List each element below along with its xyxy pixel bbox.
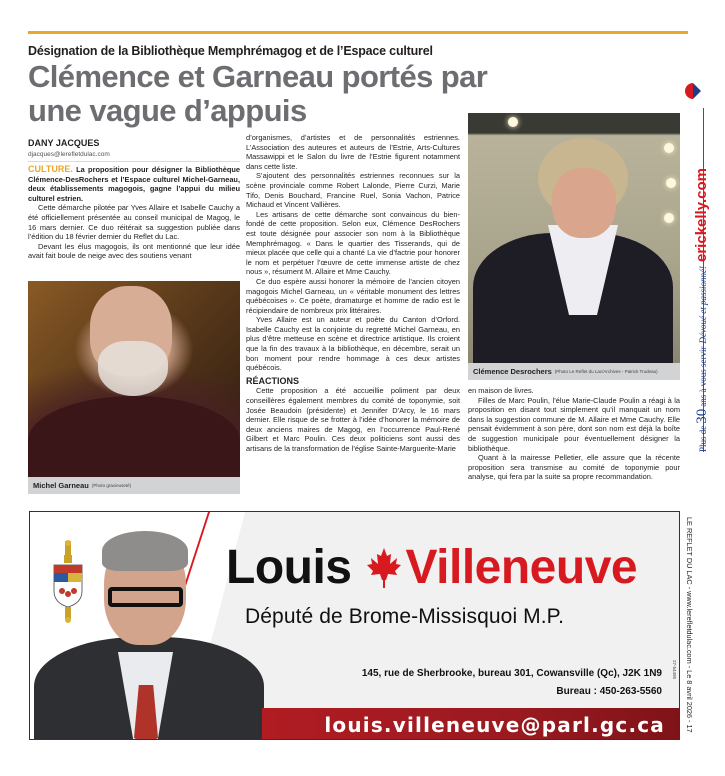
- caption-name: Clémence Desrochers: [473, 367, 552, 376]
- paragraph: Ce duo espère aussi honorer la mémoire de l’ancien citoyen magogois Michel Garneau, un « véritable monument des lettres québécoises ». Ce poète, dramaturge et homme de radio est le récipiendaire de nombreux prix littéraires.: [246, 276, 460, 315]
- photo-shape: [28, 396, 240, 477]
- top-rule: [28, 31, 688, 34]
- side-ad-slogan: Dévoué et passionné!: [698, 266, 708, 344]
- side-ad-site[interactable]: erickelly.com: [693, 168, 710, 262]
- advertisement-louis-villeneuve[interactable]: [29, 511, 680, 740]
- ad-email-bar: [262, 708, 680, 740]
- ad-reference-code: 27-54495: [672, 659, 677, 679]
- photo-shape: [666, 178, 676, 188]
- byline-divider: [28, 161, 240, 162]
- photo-clemence-desrochers: [468, 113, 680, 363]
- paragraph: en maison de livres.: [468, 386, 534, 395]
- side-ad-text: ans à vous servir: [698, 346, 708, 407]
- side-ad-text: Plus de: [698, 425, 708, 452]
- section-label: CULTURE.: [28, 164, 73, 174]
- author-name: DANY JACQUES: [28, 138, 100, 148]
- photo-shape: [664, 213, 674, 223]
- paragraph: Cette proposition a été accueillie poliment par deux conseillères également membres du comité de toponymie, soit Josée Beaudoin (présidente) et Jennifer D’Arcy, le 16 mars dernier. Elle risque de se frotter à l’idée d’honorer la mémoire de deux anciens maires de Magog, en l’occurrence Paul-René Gilbert et Marc Poulin. Ces deux politiciens sont aussi des artisans de la transformation de l’église Sainte-Marguerite-Marie: [246, 386, 460, 453]
- page-folio: LE REFLET DU LAC - www.lerefletdulac.com - Le 8 avril 2026 - 17: [685, 517, 694, 733]
- ad-phone[interactable]: Bureau : 450-263-5560: [556, 686, 662, 697]
- ad-first-name: Louis: [226, 541, 352, 594]
- article-kicker: Désignation de la Bibliothèque Memphrémagog et de l’Espace culturel: [28, 44, 433, 58]
- paragraph: Devant les élus magogois, ils ont mentionné que leur idée avait fait boule de neige avec des soutiens venant: [28, 241, 240, 261]
- ad-email[interactable]: louis.villeneuve@parl.gc.ca: [324, 712, 665, 737]
- maple-leaf-icon: [366, 546, 402, 590]
- paragraph: d’organismes, d’artistes et de personnalités estriennes. L’Association des auteures et auteurs de l’Estrie, Arts-Cultures Massawippi et le Salon du livre de l’Estrie figurent notamment dans cette liste.: [246, 133, 460, 171]
- caption-credit: (Photo gracieuseté): [91, 483, 132, 488]
- paragraph: Les artisans de cette démarche sont convaincus du bien-fondé de cette proposition. Selon eux, Clémence DesRochers est toute désignée pour associer son nom à la Bibliothèque Memphrémagog. « Dans le quartier des Tisserands, qui de mieux placée que celle qui a chanté La vie d’factrie pour honorer le nom et perpétuer l’œuvre de cette immense artiste de chez nous », résument M. Allaire et Mme Cauchy.: [246, 209, 460, 277]
- flag-blue-half: [693, 83, 701, 99]
- paragraph: Filles de Marc Poulin, l’élue Marie-Claude Poulin a réagi à la proposition en disant tout simplement qu’il manquait un nom dans la suggestion commune de M. Allaire et Mme Cauchy. Elle pensait évidemment à son père, dont son nom est déjà la boîte de suggestion municipale pour éventuellement désigner la bibliothèque.: [468, 395, 680, 453]
- side-ad-number: 30: [694, 408, 710, 424]
- paragraph: Yves Allaire est un auteur et poète du Canton d’Orford. Isabelle Cauchy est la conjointe du regretté Michel Garneau, en plus d’être metteuse en scène et directrice artistique. Ils croient que la fin des travaux à la bibliothèque, en décembre, serait un bon moment pour rendre hommage à ces deux artistes québécois.: [246, 315, 460, 373]
- lead-text: La proposition pour désigner la Bibliothèque Clémence-DesRochers et l’Espace culturel Michel-Garneau, deux établissements magogois, gagne l’appui du milieu culturel estrien.: [28, 165, 240, 203]
- paragraph: S’ajoutent des personnalités estriennes reconnues sur la scène provinciale comme Robert Lalonde, Pierre Curzi, Marie Tifo, Denis Bouchard, Francine Ruel, Sonia Vachon, Patrice Michaud et Vincent Vallières.: [246, 171, 460, 210]
- photo-shape: [98, 341, 168, 396]
- photo-caption-garneau: [28, 477, 240, 494]
- subheading-reactions: RÉACTIONS: [246, 375, 300, 386]
- lead-paragraph: [28, 165, 240, 203]
- photo-michel-garneau: [28, 281, 240, 477]
- caption-name: Michel Garneau: [33, 481, 89, 490]
- article-column-2: [246, 133, 460, 454]
- photo-shape: [664, 143, 674, 153]
- caption-credit: (Photo Le Reflet du Lac/Archives - Patrick Trudeau): [554, 369, 658, 374]
- side-ad-erickelly[interactable]: [693, 168, 711, 452]
- flag-red-half: [685, 83, 693, 99]
- photo-caption-desrochers: [468, 363, 680, 380]
- paragraph: Quant à la mairesse Pelletier, elle assure que la récente proposition sera transmise au comité de toponymie pour analyse, qui fera par la suite sa propre recommandation.: [468, 453, 680, 482]
- ad-address: 145, rue de Sherbrooke, bureau 301, Cowansville (Qc), J2K 1N9: [361, 668, 662, 679]
- ad-last-name: Villeneuve: [405, 541, 638, 594]
- photo-shape: [552, 168, 616, 238]
- author-email[interactable]: djacques@lerefletdulac.com: [28, 151, 110, 158]
- ad-title: Député de Brome-Missisquoi M.P.: [245, 605, 565, 628]
- article-headline: Clémence et Garneau portés par une vague d’appuis: [28, 59, 488, 128]
- photo-shape: [108, 587, 183, 607]
- photo-shape: [508, 117, 518, 127]
- photo-shape: [102, 531, 188, 571]
- article-column-1: [28, 165, 240, 261]
- paragraph: Cette démarche pilotée par Yves Allaire et Isabelle Cauchy a été officiellement présentée au conseil municipal de Magog, le 16 mars dernier. Ce duo réitérait sa suggestion publiée dans l’édition du 18 février dernier du Reflet du Lac.: [28, 203, 240, 242]
- flag-logo-icon: [685, 83, 701, 99]
- article-column-3: [468, 386, 680, 482]
- ad-name: [226, 542, 637, 594]
